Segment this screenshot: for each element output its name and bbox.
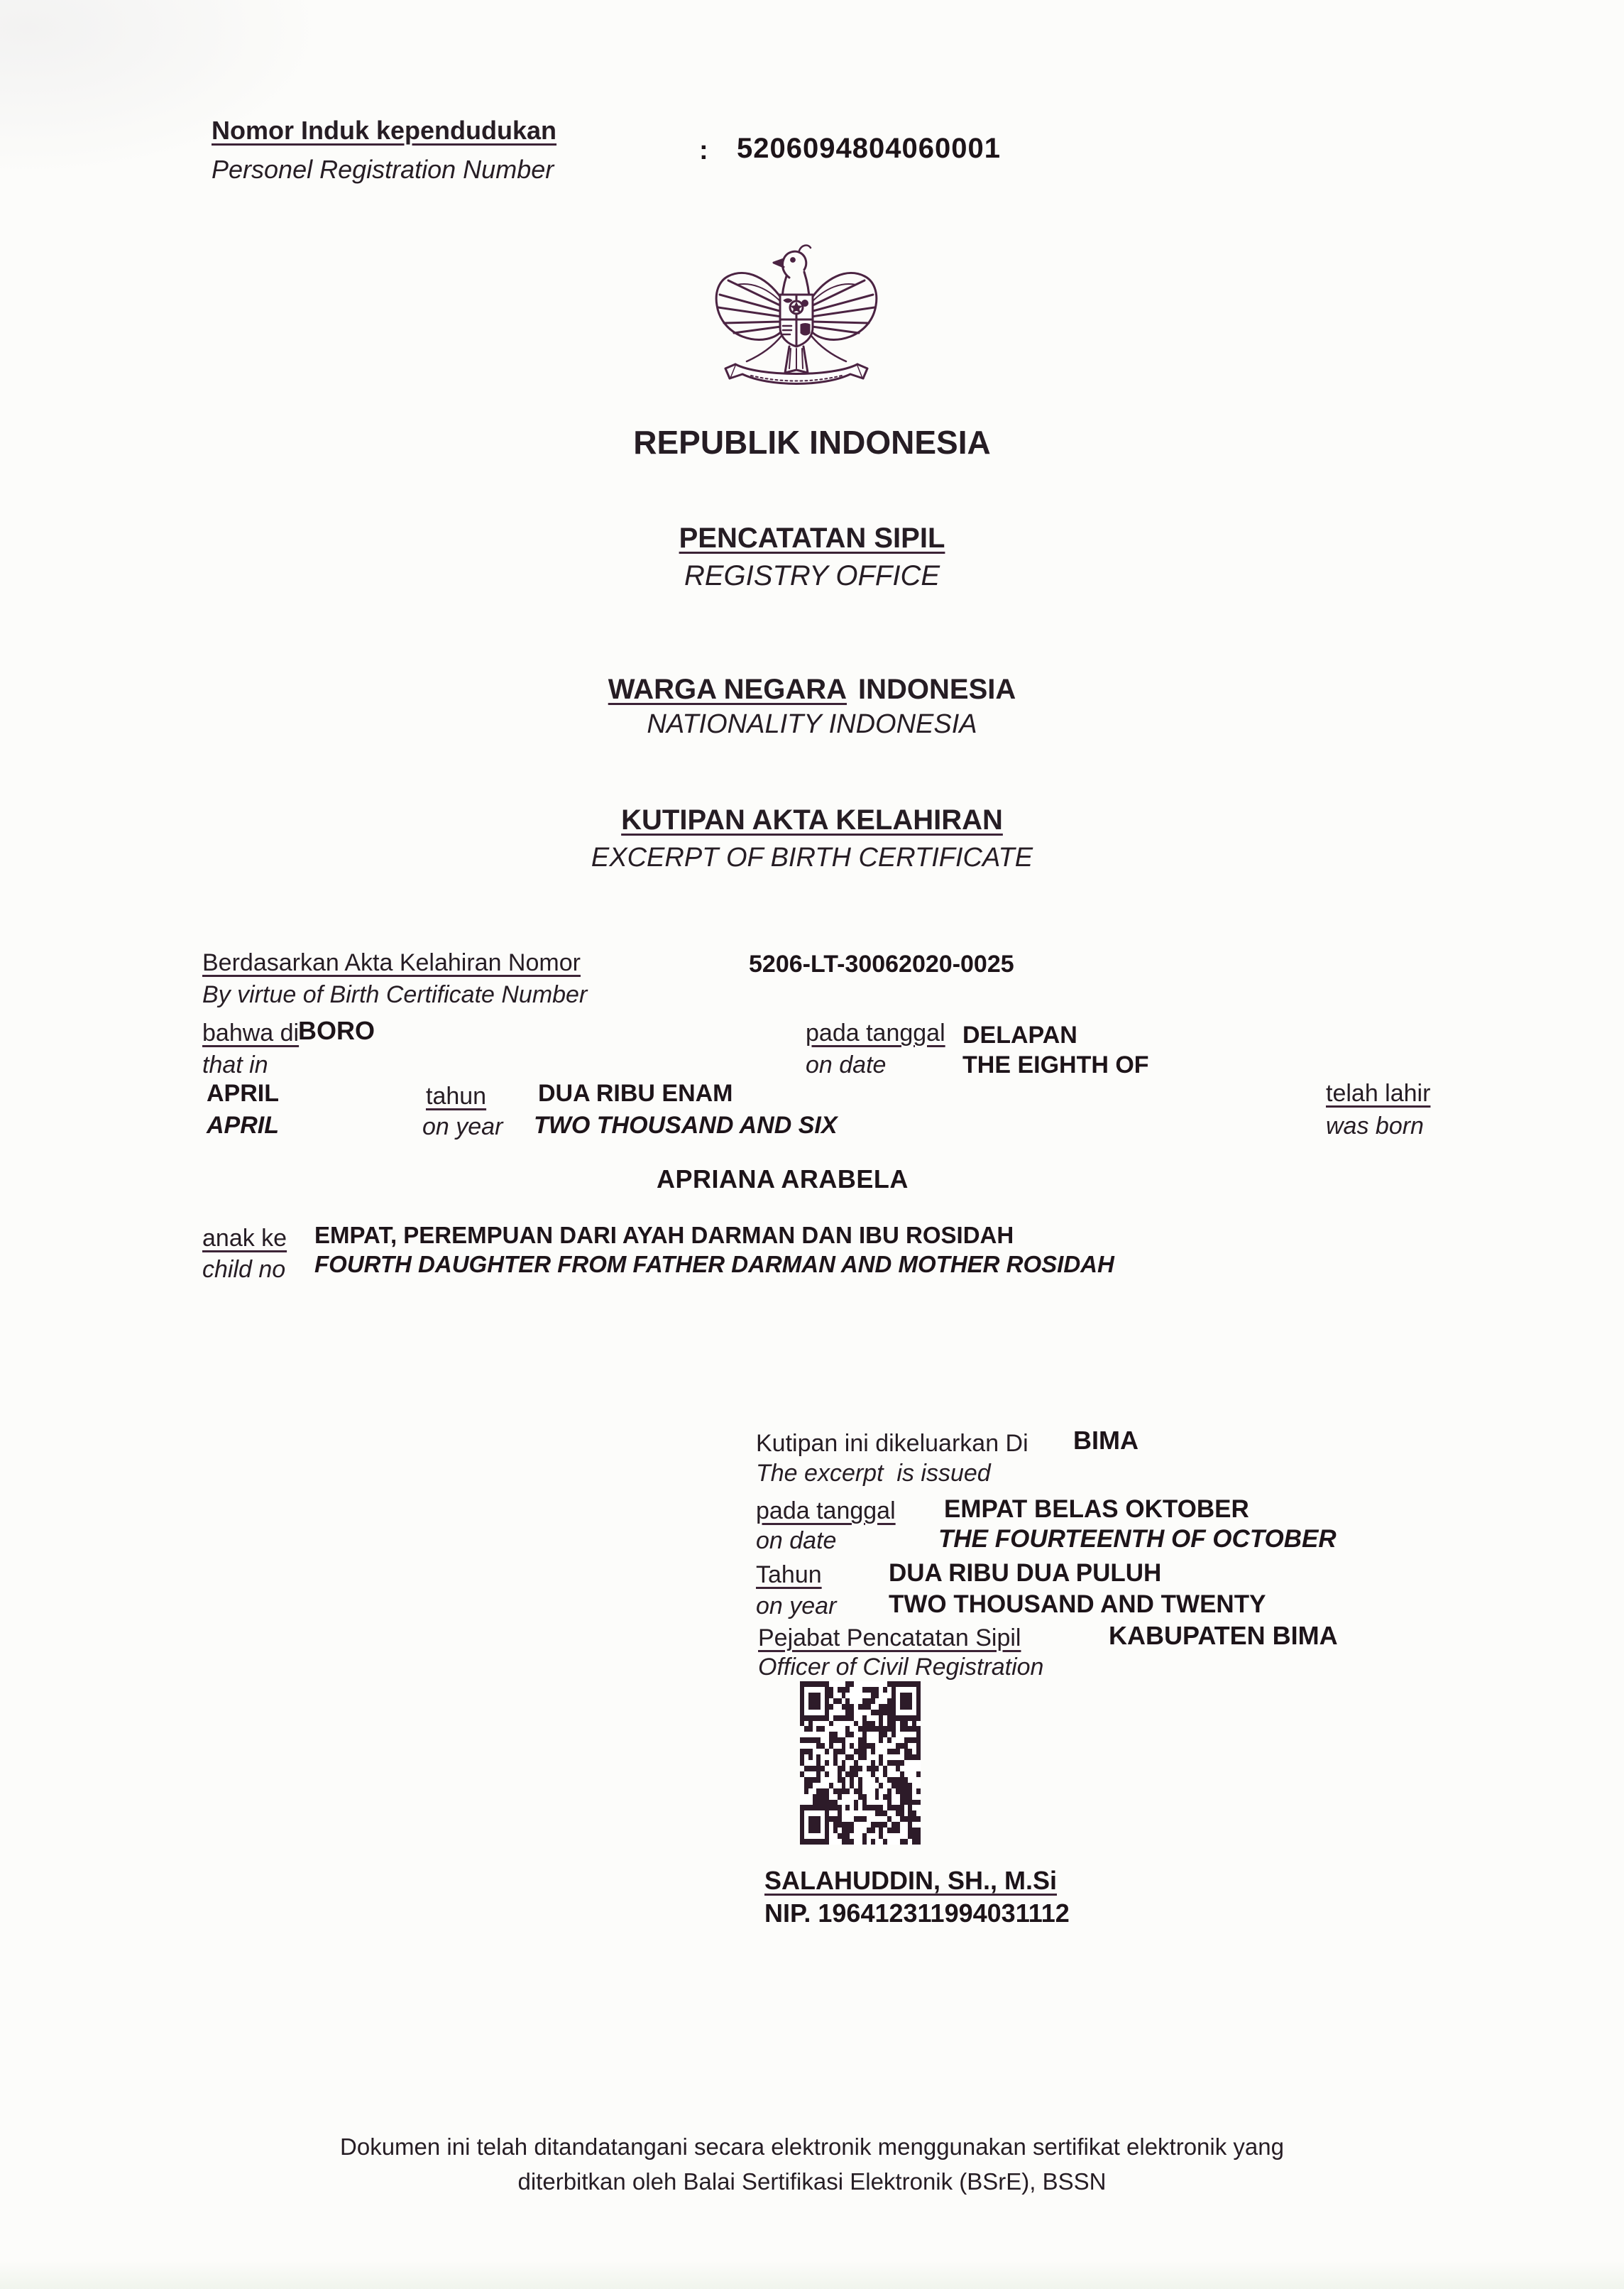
cert-number-value: 5206-LT-30062020-0025 bbox=[749, 951, 1014, 978]
nik-label-en: Personel Registration Number bbox=[212, 155, 554, 184]
issued-label-en: The excerpt is issued bbox=[756, 1460, 991, 1487]
officer-nip: NIP. 196412311994031112 bbox=[764, 1899, 1070, 1928]
issue-date-value-en: THE FOURTEENTH OF OCTOBER bbox=[938, 1525, 1337, 1553]
nationality-label: WARGA NEGARA bbox=[608, 674, 847, 705]
born-label-en: was born bbox=[1326, 1113, 1424, 1140]
birthmonth-en: APRIL bbox=[207, 1112, 279, 1139]
officer-label-id: Pejabat Pencatatan Sipil bbox=[758, 1624, 1021, 1651]
birthyear-label-en: on year bbox=[422, 1113, 503, 1140]
birthplace-label-id: bahwa di bbox=[202, 1020, 300, 1047]
birthyear-label-id: tahun bbox=[426, 1083, 487, 1110]
cert-number-label-id: Berdasarkan Akta Kelahiran Nomor bbox=[202, 949, 581, 976]
nationality-value: INDONESIA bbox=[858, 674, 1016, 705]
birthdate-label-en: on date bbox=[806, 1051, 887, 1078]
birthdate-value-id: DELAPAN bbox=[962, 1022, 1077, 1049]
birthplace-label-en: that in bbox=[202, 1051, 268, 1078]
officer-label-en: Officer of Civil Registration bbox=[758, 1654, 1044, 1681]
document-title-id: KUTIPAN AKTA KELAHIRAN bbox=[621, 804, 1003, 836]
issue-date-label-en: on date bbox=[756, 1527, 837, 1554]
document-title-en: EXCERPT OF BIRTH CERTIFICATE bbox=[591, 843, 1033, 873]
registry-title-en: REGISTRY OFFICE bbox=[684, 560, 940, 591]
child-no-label-id: anak ke bbox=[202, 1225, 287, 1252]
garuda-pancasila-emblem-icon bbox=[710, 236, 883, 405]
issue-year-value-en: TWO THOUSAND AND TWENTY bbox=[889, 1590, 1266, 1618]
child-no-label-en: child no bbox=[202, 1256, 286, 1283]
nik-colon: : bbox=[699, 136, 708, 165]
issued-label-id: Kutipan ini dikeluarkan Di bbox=[756, 1430, 1028, 1457]
nik-value: 5206094804060001 bbox=[737, 133, 1001, 164]
nationality-line bbox=[0, 673, 1624, 706]
issued-value: BIMA bbox=[1073, 1426, 1139, 1455]
nik-label-id: Nomor Induk kependudukan bbox=[212, 116, 557, 145]
nationality-en: NATIONALITY INDONESIA bbox=[647, 709, 977, 739]
issue-date-value-id: EMPAT BELAS OKTOBER bbox=[944, 1495, 1249, 1523]
footer-line-2: diterbitkan oleh Balai Sertifikasi Elektronik (BSrE), BSSN bbox=[517, 2168, 1107, 2195]
registry-title-id: PENCATATAN SIPIL bbox=[679, 523, 945, 554]
child-no-value-en: FOURTH DAUGHTER FROM FATHER DARMAN AND MOTHER ROSIDAH bbox=[314, 1251, 1114, 1277]
issue-year-label-id: Tahun bbox=[756, 1561, 822, 1588]
issue-year-label-en: on year bbox=[756, 1593, 837, 1619]
issue-date-label-id: pada tanggal bbox=[756, 1497, 896, 1524]
issue-year-value-id: DUA RIBU DUA PULUH bbox=[889, 1559, 1162, 1587]
cert-number-label-en: By virtue of Birth Certificate Number bbox=[202, 981, 588, 1008]
birthdate-label-id: pada tanggal bbox=[806, 1020, 945, 1047]
born-label-id: telah lahir bbox=[1326, 1080, 1431, 1107]
country-title: REPUBLIK INDONESIA bbox=[633, 424, 991, 461]
footer-line-1: Dokumen ini telah ditandatangani secara elektronik menggunakan sertifikat elektronik yang bbox=[340, 2134, 1284, 2160]
officer-name: SALAHUDDIN, SH., M.Si bbox=[764, 1866, 1058, 1895]
officer-region: KABUPATEN BIMA bbox=[1109, 1621, 1338, 1650]
birthmonth-id: APRIL bbox=[207, 1080, 279, 1107]
child-no-value-id: EMPAT, PEREMPUAN DARI AYAH DARMAN DAN IBU ROSIDAH bbox=[314, 1222, 1014, 1248]
birthyear-value-id: DUA RIBU ENAM bbox=[538, 1080, 733, 1107]
child-name: APRIANA ARABELA bbox=[657, 1164, 909, 1193]
birthyear-value-en: TWO THOUSAND AND SIX bbox=[534, 1112, 838, 1139]
birthplace-value: BORO bbox=[298, 1016, 375, 1045]
qr-code bbox=[800, 1681, 921, 1845]
birthdate-value-en: THE EIGHTH OF bbox=[962, 1051, 1149, 1078]
